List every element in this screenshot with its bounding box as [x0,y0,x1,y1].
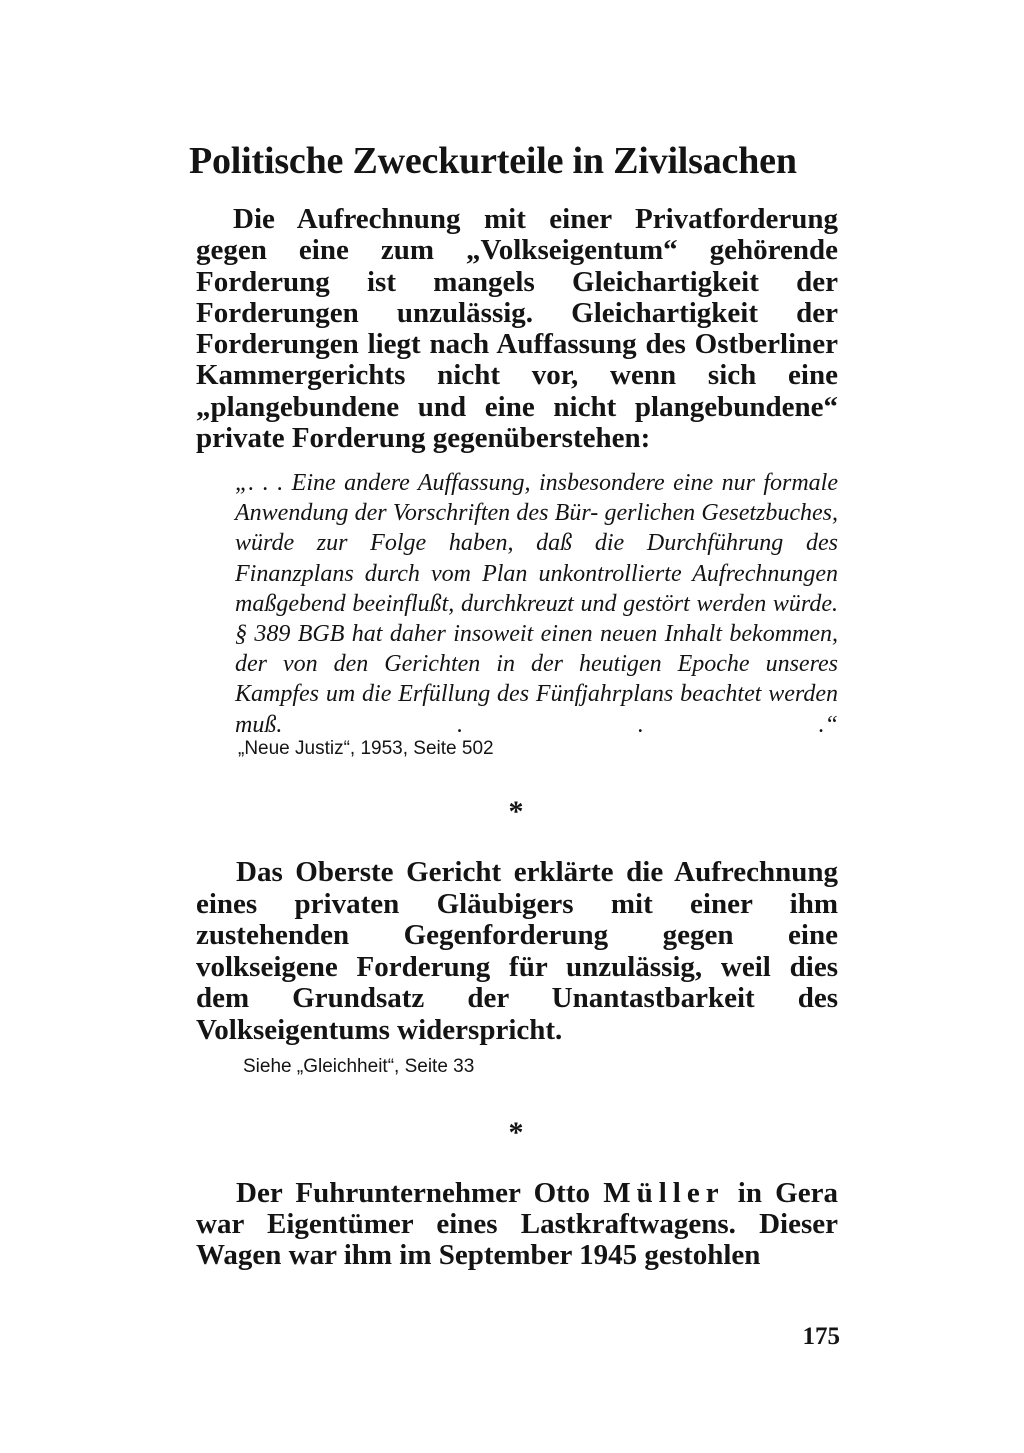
page-number: 175 [802,1323,840,1350]
section-separator: * [508,1116,524,1149]
section-separator: * [508,795,524,828]
paragraph-oberstes-gericht: Das Oberste Gericht erklärte die Aufrechnung eines privaten Gläubigers mit einer ihm zustehenden Gegenforderung gegen eine volkseigene Forderung für unzulässig, weil dies dem Grundsatz der Unantastbarkeit des Volkseigentums widerspricht. [196,856,838,1046]
gleichheit-citation: Siehe „Gleichheit“, Seite 33 [243,1056,475,1077]
quote-line: § 389 BGB hat daher insoweit einen neuen Inhalt [235,621,722,648]
quote-line: beeinflußt, durchkreuzt und gestört werden würde. [352,590,838,617]
spaced-name: Müller [603,1177,725,1209]
quote-line: gerlichen Gesetzbuches, würde zur Folge haben, [235,500,838,557]
paragraph-text: in Gera war Eigentümer eines Lastkraftwagens. Dieser Wagen war ihm im September 1945 gestohlen [196,1177,838,1271]
paragraph-text: Der Fuhrunternehmer Otto [236,1177,604,1209]
paragraph-fuhrunternehmer [196,1178,838,1271]
quote-citation: „Neue Justiz“, 1953, Seite 502 [238,738,494,759]
court-quote [235,468,838,740]
quote-line: Plan unkontrollierte Aufrechnungen maßgebend [235,560,838,617]
page-heading: Politische Zweckurteile in Zivilsachen [189,140,797,182]
quote-line: Fünfjahrplans beachtet werden muß. . . .“ [235,681,839,738]
quote-line: daß die Durchführung des Finanzplans durch vom [235,530,838,587]
paragraph-aufrechnung: Die Aufrechnung mit einer Privatforderung gegen eine zum „Volkseigentum“ gehörende Forderung ist mangels Gleichartigkeit der Forderungen unzulässig. Gleichartigkeit der Forderungen liegt nach Auffassung des Ostberliner Kammergerichts nicht vor, wenn sich eine „plangebundene und eine nicht plangebundene“ private Forderung gegenüberstehen: [196,203,838,455]
quote-line: Epoche unseres Kampfes um die Erfüllung des [235,651,839,708]
quote-line: „. . . Eine andere Auffassung, insbesondere eine [235,470,714,496]
quote-line: nur formale Anwendung der Vorschriften des Bür- [235,470,838,527]
quote-line: bekommen, der von den Gerichten in der heutigen [235,621,839,678]
